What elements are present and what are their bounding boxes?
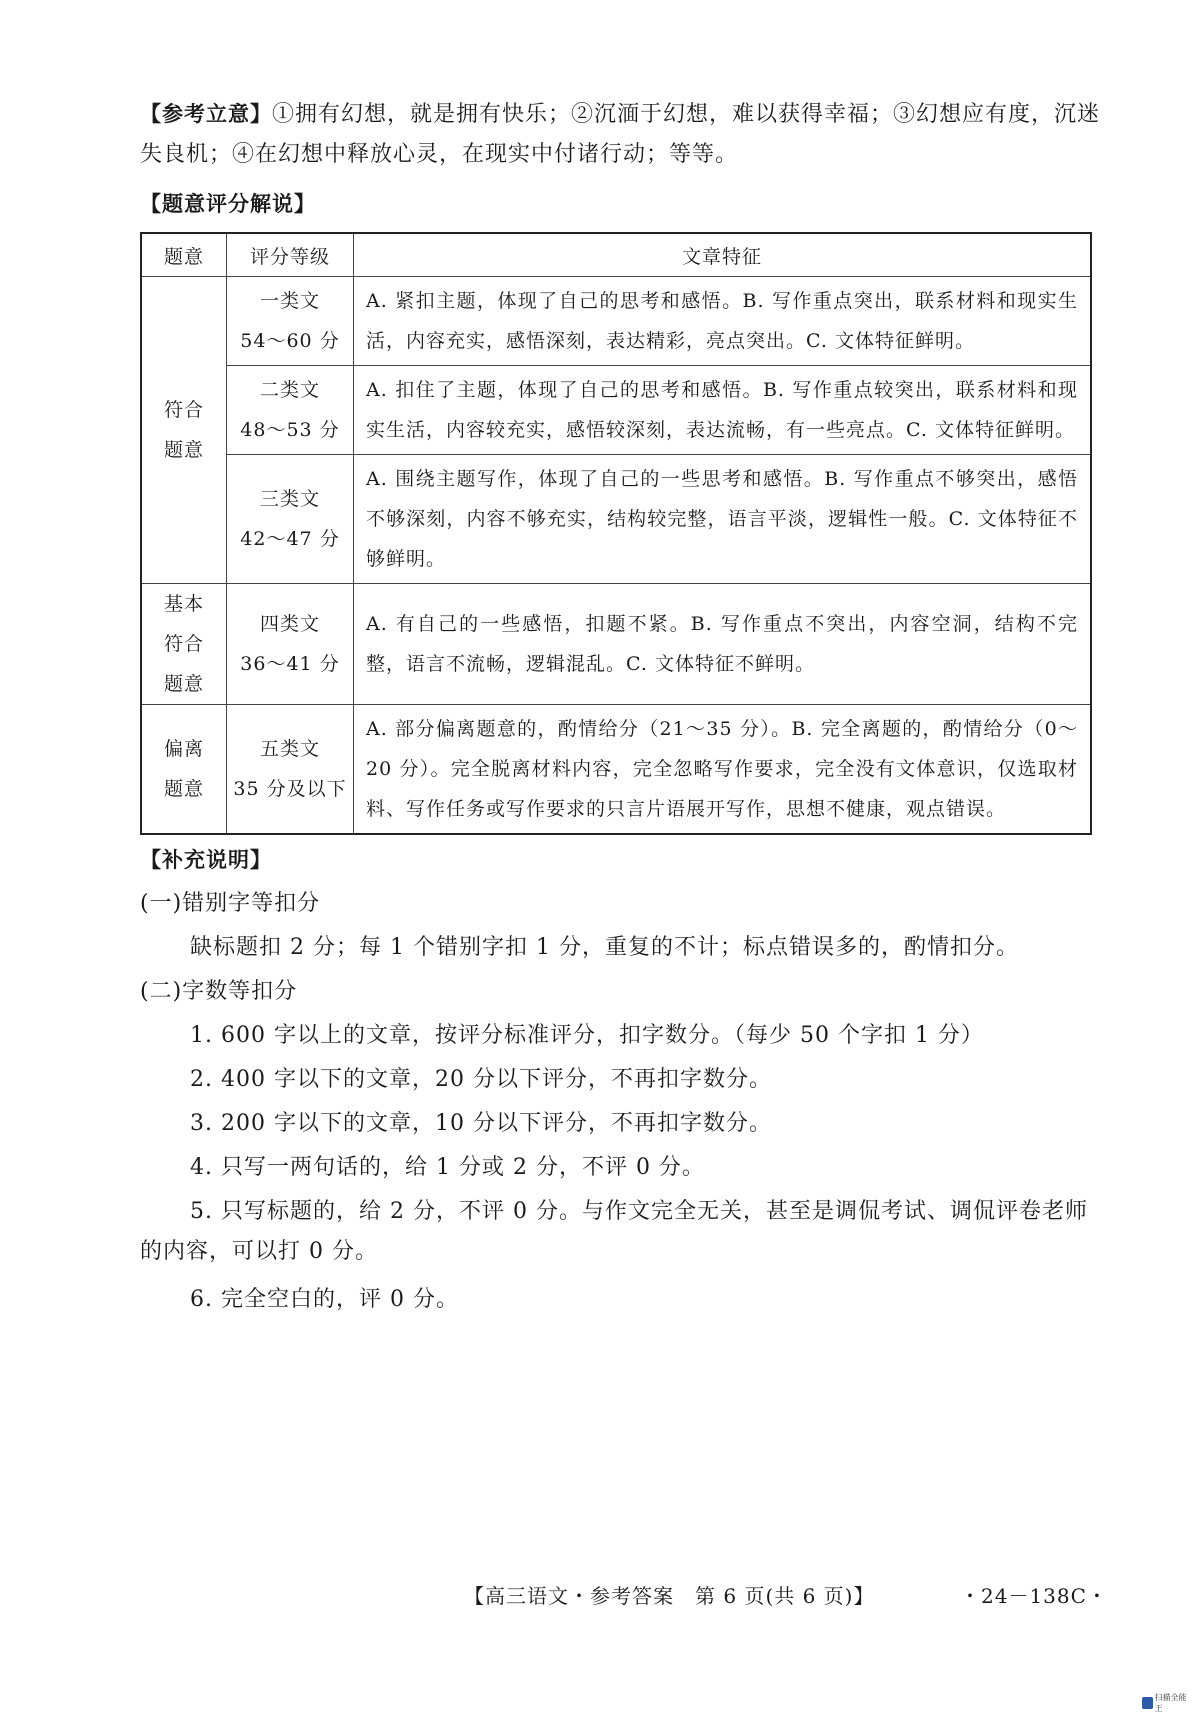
list-item: 2. 400 字以下的文章，20 分以下评分，不再扣字数分。 — [190, 1067, 772, 1092]
grade-cell — [227, 277, 354, 366]
list-item: 6. 完全空白的，评 0 分。 — [190, 1287, 459, 1312]
table-row — [141, 584, 1091, 705]
fit-label: 符合题意 — [163, 399, 204, 461]
rubric-heading: 【题意评分解说】 — [140, 192, 316, 216]
rubric-header-row — [141, 233, 1091, 277]
fit-label: 偏离题意 — [163, 738, 204, 800]
fit-cell — [141, 705, 227, 835]
desc-cell: A. 扣住了主题，体现了自己的思考和感悟。B. 写作重点较突出，联系材料和现实生活，内容较充实，感悟较深刻，表达流畅，有一些亮点。C. 文体特征鲜明。 — [354, 366, 1092, 455]
grade-cell — [227, 455, 354, 584]
page-footer-center: 【高三语文・参考答案 第 6 页(共 6 页)】 — [464, 1584, 875, 1608]
fit-label: 基本符合题意 — [163, 593, 204, 695]
table-row — [141, 277, 1091, 366]
desc-cell: A. 围绕主题写作，体现了自己的一些思考和感悟。B. 写作重点不够突出，感悟不够深刻，内容不够充实，结构较完整，语言平淡，逻辑性一般。C. 文体特征不够鲜明。 — [354, 455, 1092, 584]
fit-cell — [141, 277, 227, 584]
grade-label: 三类文 — [259, 488, 320, 510]
table-row — [141, 455, 1091, 584]
score-range: 48～53 分 — [240, 419, 340, 441]
score-range: 35 分及以下 — [233, 778, 347, 800]
supplement-heading: 【补充说明】 — [140, 848, 272, 872]
header-desc: 文章特征 — [354, 233, 1092, 277]
score-range: 54～60 分 — [240, 330, 340, 352]
grade-label: 四类文 — [259, 613, 320, 635]
intro-paragraph — [140, 94, 1100, 175]
subsection-wordcount-heading: (二)字数等扣分 — [140, 979, 298, 1004]
desc-cell: A. 部分偏离题意的，酌情给分（21～35 分）。B. 完全离题的，酌情给分（0～20 分）。完全脱离材料内容，完全忽略写作要求，完全没有文体意识，仅选取材料、写作任务或写作要求的只言片语展开写作，思想不健康，观点错误。 — [354, 705, 1092, 835]
header-grade: 评分等级 — [227, 233, 354, 277]
grade-cell — [227, 705, 354, 835]
subsection-typo-heading: (一)错别字等扣分 — [140, 891, 321, 916]
grade-cell — [227, 366, 354, 455]
grade-label: 一类文 — [259, 290, 320, 312]
table-row — [141, 366, 1091, 455]
intro-text: ①拥有幻想，就是拥有快乐；②沉湎于幻想，难以获得幸福；③幻想应有度，沉迷失良机；④在幻想中释放心灵，在现实中付诸行动；等等。 — [140, 102, 1101, 167]
intro-heading: 【参考立意】 — [140, 102, 272, 126]
list-item: 1. 600 字以上的文章，按评分标准评分，扣字数分。（每少 50 个字扣 1 分） — [190, 1023, 984, 1048]
fit-cell — [141, 584, 227, 705]
subsection-typo-text: 缺标题扣 2 分；每 1 个错别字扣 1 分，重复的不计；标点错误多的，酌情扣分。 — [190, 935, 1019, 960]
list-item: 4. 只写一两句话的，给 1 分或 2 分，不评 0 分。 — [190, 1155, 705, 1180]
score-range: 42～47 分 — [240, 528, 340, 550]
grade-label: 二类文 — [259, 379, 320, 401]
desc-cell: A. 有自己的一些感悟，扣题不紧。B. 写作重点不突出，内容空洞，结构不完整，语言不流畅，逻辑混乱。C. 文体特征不鲜明。 — [354, 584, 1092, 705]
scanner-watermark-text: 扫描全能王 — [1154, 1693, 1187, 1713]
table-row — [141, 705, 1091, 835]
rubric-table — [140, 232, 1092, 835]
scanner-watermark — [1142, 1694, 1190, 1712]
scanner-logo-icon — [1142, 1697, 1153, 1709]
grade-cell — [227, 584, 354, 705]
page-footer-code: ・24－138C・ — [960, 1584, 1108, 1608]
list-item: 3. 200 字以下的文章，10 分以下评分，不再扣字数分。 — [190, 1111, 772, 1136]
grade-label: 五类文 — [259, 738, 320, 760]
desc-cell: A. 紧扣主题，体现了自己的思考和感悟。B. 写作重点突出，联系材料和现实生活，内容充实，感悟深刻，表达精彩，亮点突出。C. 文体特征鲜明。 — [354, 277, 1092, 366]
score-range: 36～41 分 — [240, 653, 340, 675]
header-fit: 题意 — [141, 233, 227, 277]
list-item: 5. 只写标题的，给 2 分，不评 0 分。与作文完全无关，甚至是调侃考试、调侃评卷老师的内容，可以打 0 分。 — [140, 1199, 1088, 1264]
